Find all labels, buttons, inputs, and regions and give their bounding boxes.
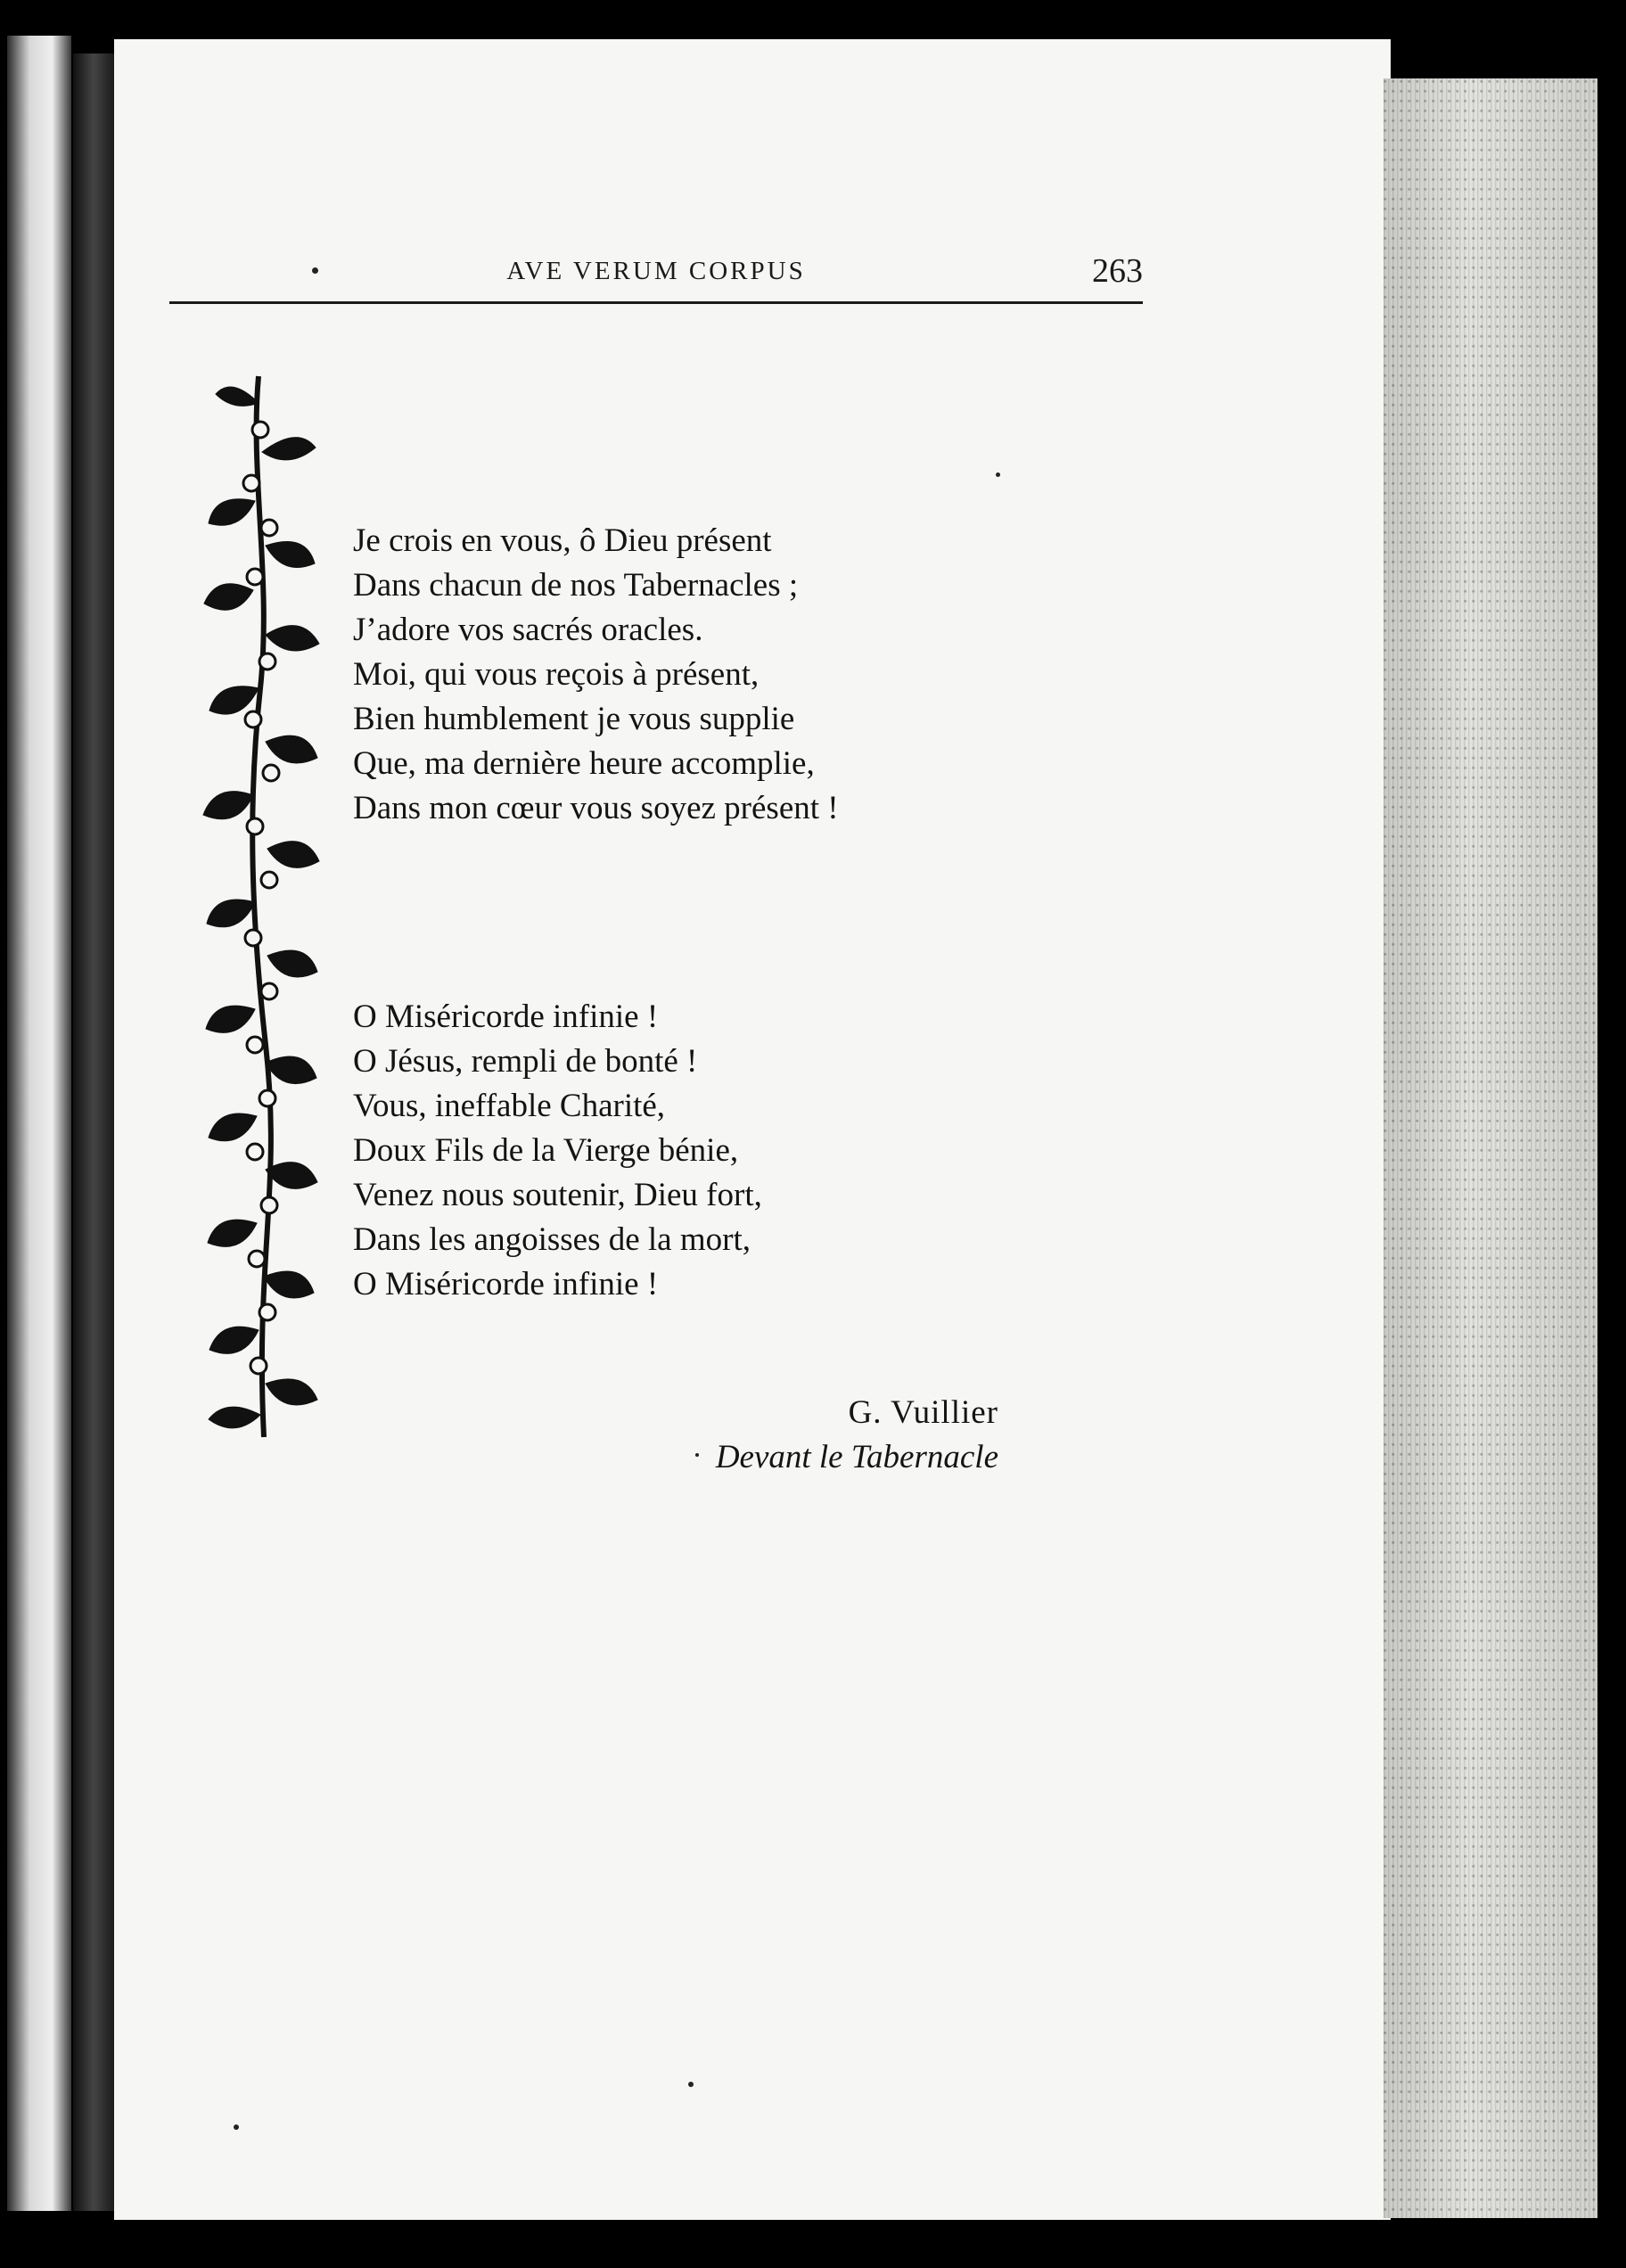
page-number: 263 xyxy=(1092,252,1143,290)
poem-line: Que, ma dernière heure accomplie, xyxy=(353,745,815,782)
poem-line: Dans les angoisses de la mort, xyxy=(353,1221,751,1258)
header-rule xyxy=(169,301,1143,304)
poem-line: Bien humblement je vous supplie xyxy=(353,701,795,737)
attribution xyxy=(624,1391,998,1480)
poem-line: Dans mon cœur vous soyez présent ! xyxy=(353,790,839,826)
poem-line: J’adore vos sacrés oracles. xyxy=(353,612,703,648)
poem-line: Je crois en vous, ô Dieu présent xyxy=(353,522,772,559)
poem-line: Venez nous soutenir, Dieu fort, xyxy=(353,1177,762,1213)
author-name: G. Vuillier xyxy=(848,1394,998,1431)
stanza-2 xyxy=(353,995,762,1307)
poem-line: O Miséricorde infinie ! xyxy=(353,1266,659,1302)
poem-line: O Miséricorde infinie ! xyxy=(353,998,659,1035)
ink-speck xyxy=(996,472,1000,477)
poem-line: Doux Fils de la Vierge bénie, xyxy=(353,1132,739,1169)
ink-speck xyxy=(695,1453,699,1457)
source-title: Devant le Tabernacle xyxy=(715,1439,998,1475)
poem-line: Dans chacun de nos Tabernacles ; xyxy=(353,567,799,604)
facing-page-edge xyxy=(7,36,71,2211)
poem-line: Moi, qui vous reçois à présent, xyxy=(353,656,760,693)
running-head-title: AVE VERUM CORPUS xyxy=(506,257,806,285)
scan-border-bottom xyxy=(0,2220,1626,2268)
vine-ornament-icon xyxy=(196,367,330,1446)
book-gutter xyxy=(73,53,114,2211)
scan-border-right xyxy=(1597,0,1626,2268)
ink-speck xyxy=(234,2124,239,2130)
running-head xyxy=(169,251,1143,305)
poem-line: Vous, ineffable Charité, xyxy=(353,1088,666,1124)
ink-speck xyxy=(688,2082,694,2087)
stanza-1 xyxy=(353,519,839,831)
page-stack-edge xyxy=(1384,78,1597,2218)
poem-line: O Jésus, rempli de bonté ! xyxy=(353,1043,698,1080)
ink-speck xyxy=(312,267,318,274)
